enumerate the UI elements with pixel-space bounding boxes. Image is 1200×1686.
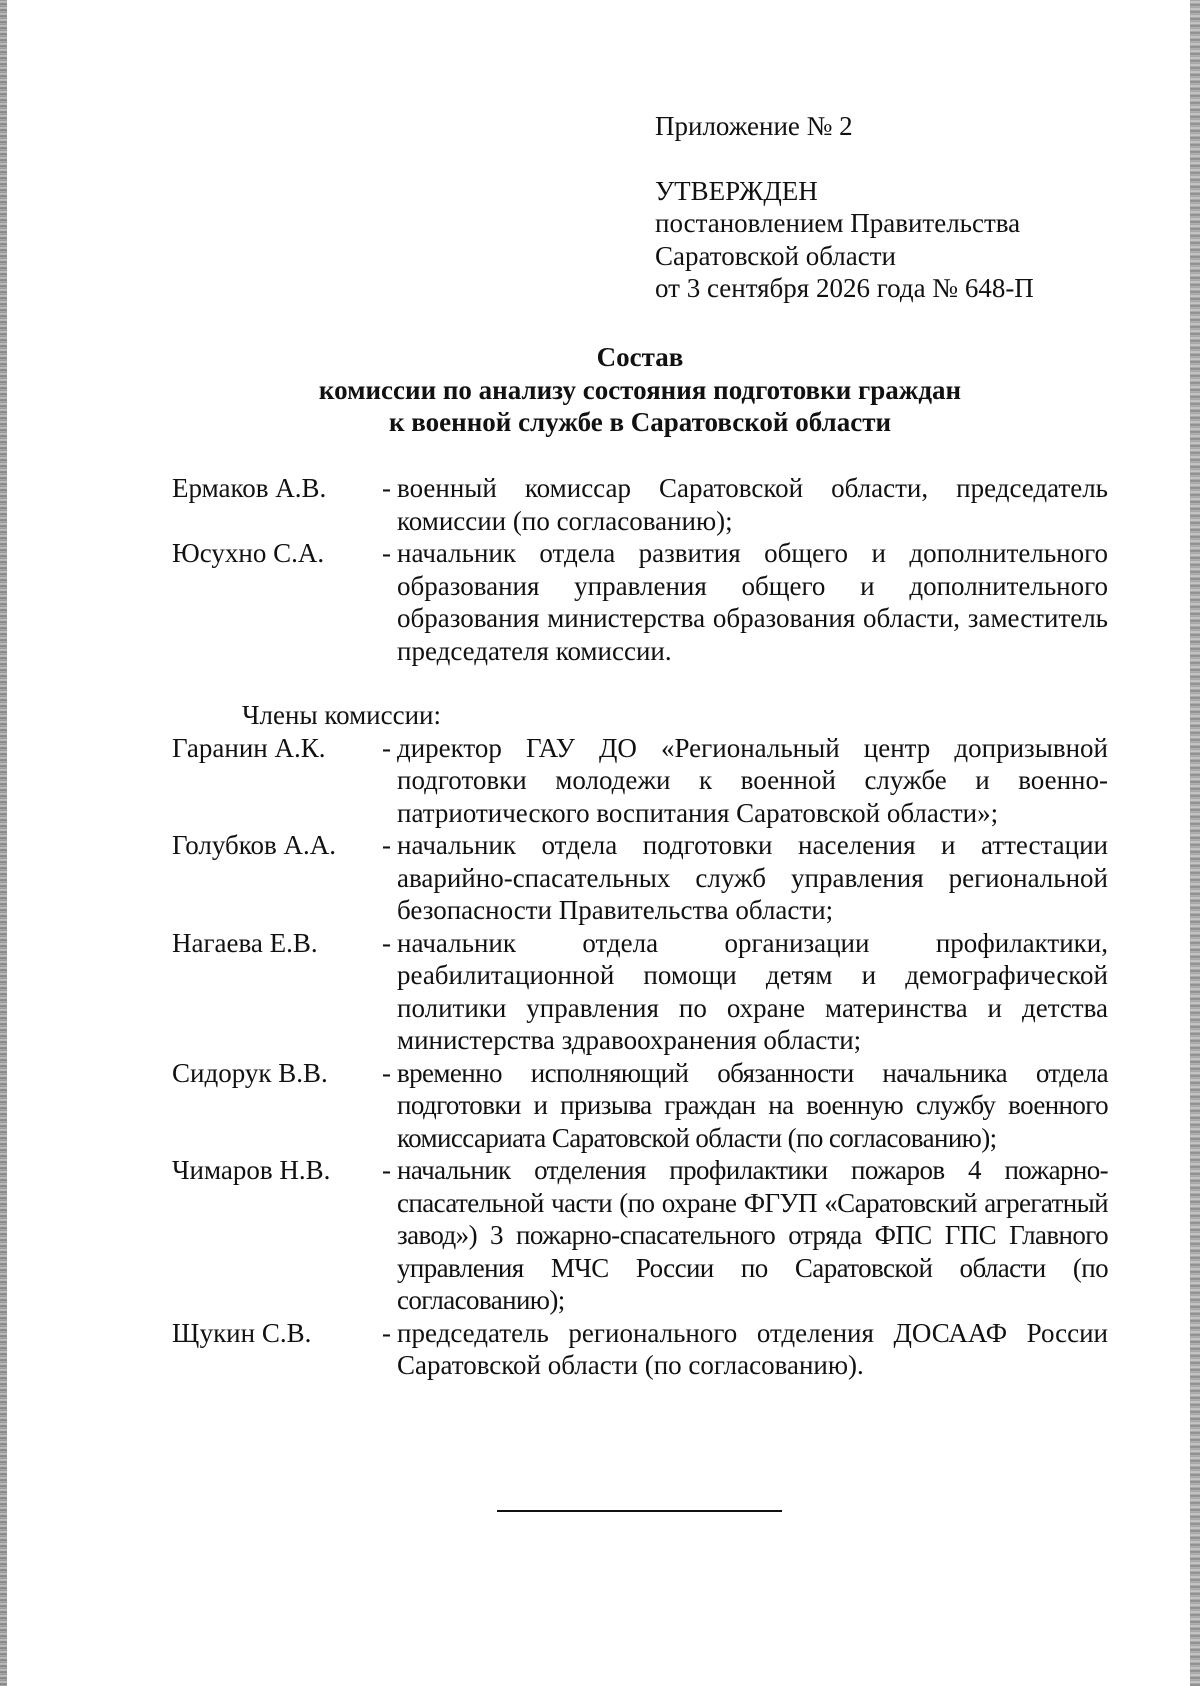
dash-separator: - [382,927,391,958]
approval-stamp-block [655,110,1115,305]
member-position: военный комиссар Саратовской области, председатель комиссии (по согласованию); [397,473,1108,536]
member-position: начальник отдела организации профилактики, реабилитационной помощи детям и демографической политики управления по охране материнства и детства министерства здравоохранения области; [397,927,1108,1055]
title-line-2: комиссии по анализу состояния подготовки граждан [318,374,962,405]
member-name: Сидорук В.В. [172,1057,328,1088]
member-position: начальник отдела подготовки населения и аттестации аварийно-спасательных служб управления региональной безопасности Правительства области; [397,830,1108,925]
member-name: Ермаков А.В. [172,473,327,503]
member-name: Щукин С.В. [172,1317,312,1348]
member-name: Юсухно С.А. [172,538,325,568]
list-item [172,732,1108,830]
approved-label: УТВЕРЖДЕН [655,175,818,206]
list-item [172,1154,1108,1317]
approval-line-2: Саратовской области [655,240,896,271]
list-item [172,829,1108,927]
member-name: Чимаров Н.В. [172,1155,331,1185]
list-item [172,1317,1108,1382]
approval-line-1: постановлением Правительства [655,208,1021,238]
member-name: Нагаева Е.В. [172,927,318,958]
member-name: Гаранин А.К. [172,732,326,763]
list-item [172,537,1108,667]
member-position: председатель регионального отделения ДОСААФ России Саратовской области (по согласованию). [397,1317,1108,1380]
dash-separator: - [382,473,391,503]
section-gap [172,667,1108,699]
commission-list [172,472,1108,1382]
list-item [172,927,1108,1057]
approval-decree-date: от 3 сентября 2026 года № 648-П [655,273,1034,303]
member-position: начальник отдела развития общего и дополнительного образования управления общего и дополнительного образования министерства образования области, заместитель председателя комиссии. [397,538,1108,666]
annex-number: Приложение № 2 [655,111,853,141]
member-position: директор ГАУ ДО «Региональный центр допризывной подготовки молодежи к военной службе и военно-патриотического воспитания Саратовской области»; [397,732,1108,828]
list-item [172,472,1108,537]
members-heading: Члены комиссии: [242,700,441,730]
closing-rule-divider [497,1510,782,1512]
member-position: временно исполняющий обязанности начальника отдела подготовки и призыва граждан на военную службу военного комиссариата Саратовской области (по согласованию); [397,1057,1108,1153]
list-item [172,1057,1108,1155]
dash-separator: - [382,732,391,763]
dash-separator: - [382,830,391,860]
member-name: Голубков А.А. [172,830,336,860]
dash-separator: - [382,1057,391,1088]
member-position: начальник отделения профилактики пожаров 4 пожарно-спасательной части (по охране ФГУП «Саратовский агрегатный завод») 3 пожарно-спасательного отряда ФПС ГПС Главного управления МЧС России по Саратовской области (по согласованию); [397,1155,1108,1315]
dash-separator: - [382,1155,391,1185]
title-line-1: Состав [596,342,684,372]
title-line-3: к военной службе в Саратовской области [388,407,892,437]
dash-separator: - [382,1317,391,1348]
dash-separator: - [382,538,391,568]
document-title [160,341,1120,439]
